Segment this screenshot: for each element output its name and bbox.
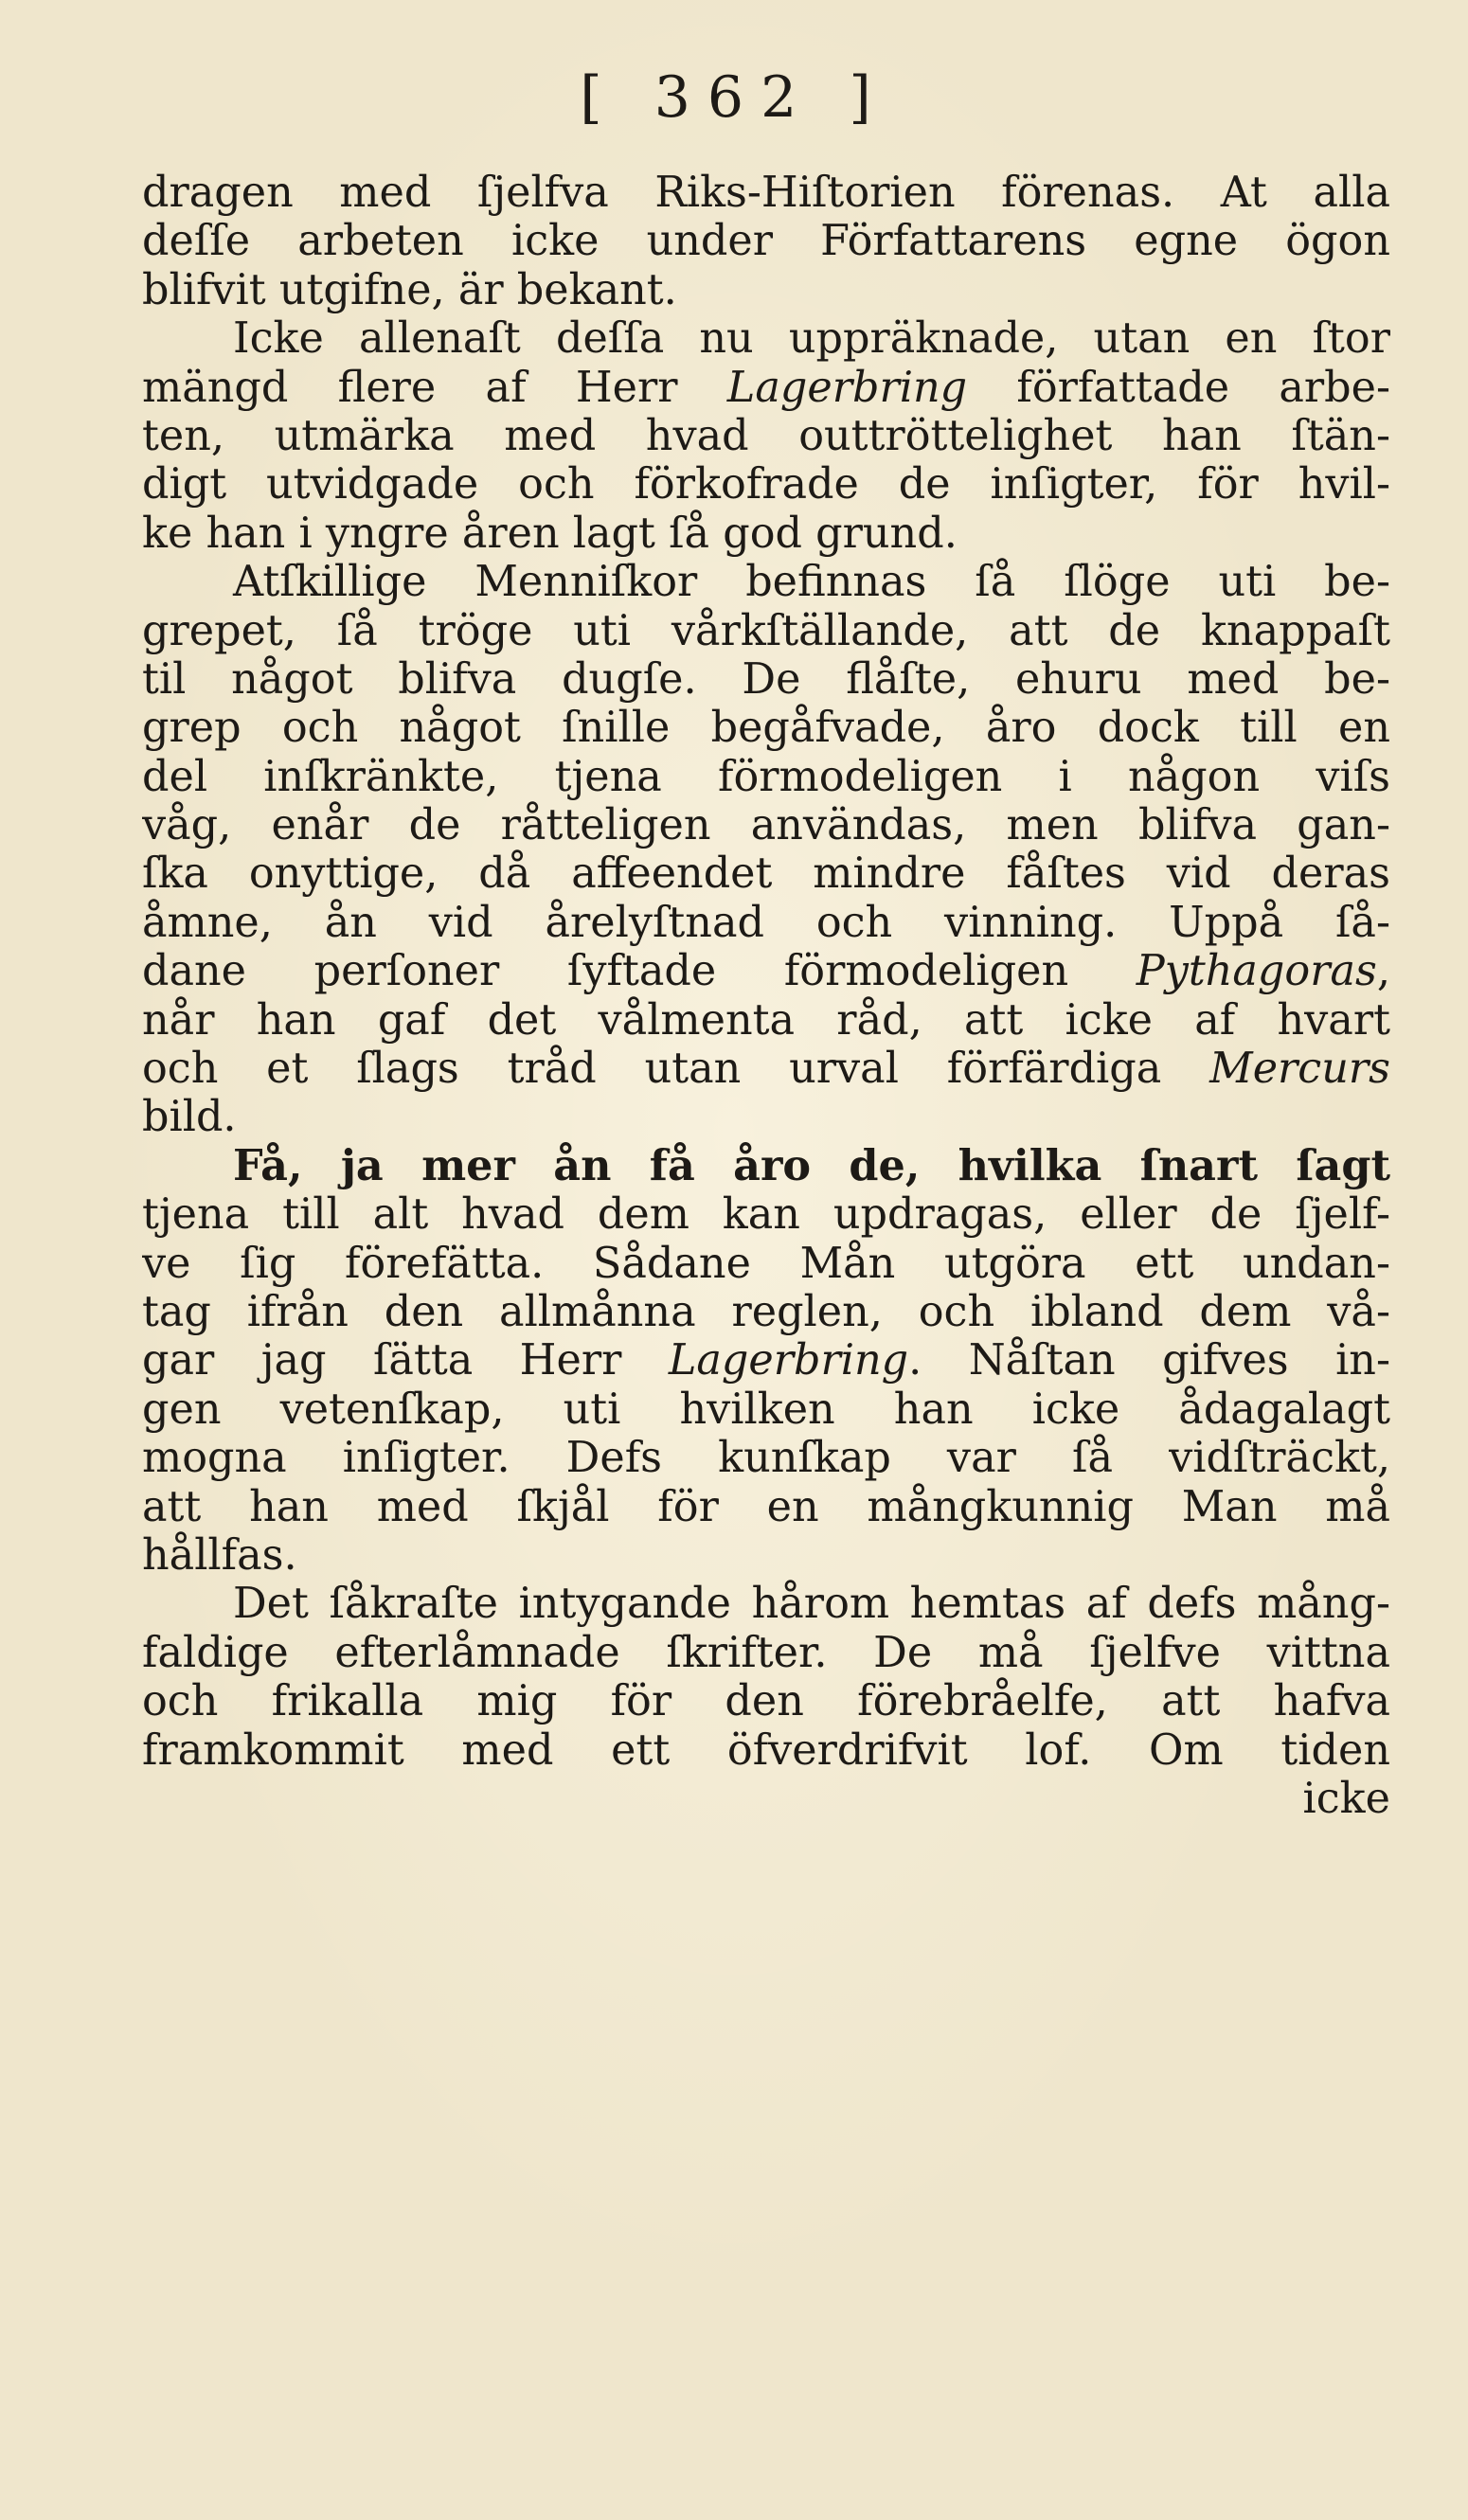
text-line: dragen med ſjelfva Riks-Hiſtorien förenas. At alla <box>142 169 1390 217</box>
text-line: ſka onyttige, då affeendet mindre fåſtes vid deras <box>142 849 1390 899</box>
text-line: gen vetenſkap, uti hvilken han icke ådagalagt <box>142 1385 1390 1434</box>
text-line: att han med ſkjål för en mångkunnig Man må <box>142 1482 1390 1531</box>
text-line: tag ifrån den allmånna reglen, och ibland dem vå- <box>142 1287 1390 1336</box>
text-line: ten, utmärka med hvad outtröttelighet han ſtän- <box>142 411 1390 460</box>
text-line: blifvit utgifne, är bekant. <box>142 265 677 314</box>
catchword: icke <box>1302 1774 1390 1823</box>
italic-name: Lagerbring <box>726 363 968 412</box>
italic-name: Pythagoras <box>1136 947 1377 996</box>
italic-name: Lagerbring <box>668 1336 909 1385</box>
text-line: grepet, ſå tröge uti vårkſtällande, att de knappaſt <box>142 606 1390 655</box>
italic-name: Mercurs <box>1209 1045 1390 1094</box>
text-line: Icke allenaſt deſſa nu uppräknade, utan en ſtor <box>233 314 1390 364</box>
text-line: hållfas. <box>142 1530 297 1580</box>
text-line: och frikalla mig för den förebråelfe, att hafva <box>142 1677 1390 1726</box>
text-line: gar jag ſätta Herr Lagerbring. Nåſtan gifves in- <box>142 1336 1390 1385</box>
text-line: bild. <box>142 1093 237 1142</box>
text-line: dane perſoner ſyftade förmodeligen Pythagoras, <box>142 947 1390 996</box>
text-line: grep och något ſnille begåfvade, åro dock till en <box>142 704 1390 753</box>
text-line: digt utvidgade och förkofrade de inſigter, för hvil- <box>142 460 1390 509</box>
text-line: ke han i yngre åren lagt ſå god grund. <box>142 509 958 558</box>
body-text <box>142 169 1390 1823</box>
text-line: deſſe arbeten icke under Författarens egne ögon <box>142 217 1390 266</box>
text-line: Atſkillige Menniſkor befinnas ſå ſlöge uti be- <box>233 558 1390 607</box>
text-line: våg, enår de råtteligen användas, men blifva gan- <box>142 801 1390 850</box>
text-line: mängd flere af Herr Lagerbring författade arbe- <box>142 363 1390 412</box>
text-line: når han gaf det vålmenta råd, att icke af hvart <box>142 995 1390 1045</box>
text-line: åmne, ån vid årelyſtnad och vinning. Uppå ſå- <box>142 898 1390 947</box>
text-line: Det ſåkraſte intygande hårom hemtas af defs mång- <box>233 1580 1390 1629</box>
text-line: ve ſig förefätta. Sådane Mån utgöra ett undan- <box>142 1239 1390 1288</box>
text-line: del inſkränkte, tjena förmodeligen i någon viſs <box>142 752 1390 801</box>
text-line: framkommit med ett öfverdrifvit lof. Om tiden <box>142 1725 1390 1775</box>
text-line: Få, ja mer ån få åro de, hvilka ſnart ſagt <box>233 1141 1390 1190</box>
text-line: faldige efterlåmnade ſkrifter. De må ſjelfve vittna <box>142 1628 1390 1677</box>
text-line: mogna inſigter. Defs kunſkap var ſå vidſträckt, <box>142 1434 1390 1483</box>
text-line: til något blifva dugſe. De flåſte, ehuru med be- <box>142 654 1390 704</box>
page-number: [ 362 ] <box>580 64 888 131</box>
text-line: tjena till alt hvad dem kan updragas, eller de ſjelf- <box>142 1190 1390 1240</box>
text-line: och et ſlags tråd utan urval förfärdiga Mercurs <box>142 1045 1390 1094</box>
